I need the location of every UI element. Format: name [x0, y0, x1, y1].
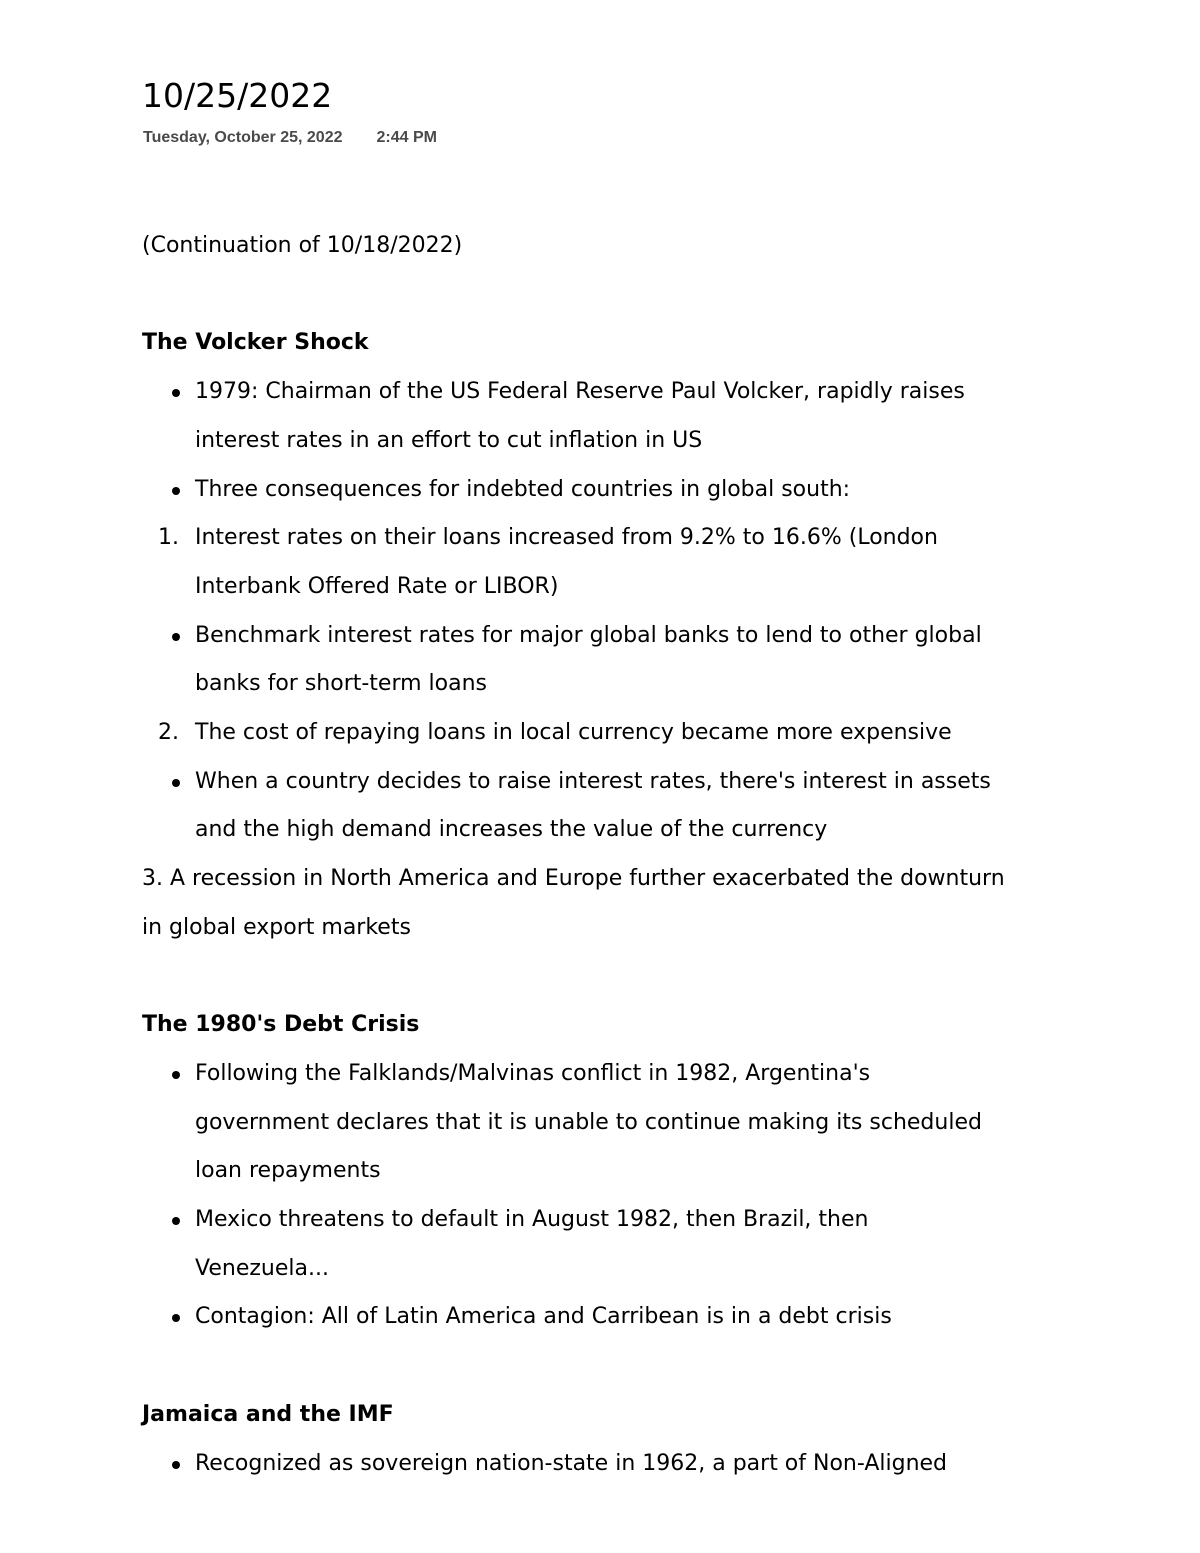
list-item-line: interest rates in an effort to cut inflation in US [195, 427, 703, 453]
list-item-line: Interbank Offered Rate or LIBOR) [195, 573, 559, 599]
list-item-line: Venezuela... [195, 1255, 329, 1281]
list-item [142, 368, 1072, 465]
intro-text: (Continuation of 10/18/2022) [142, 233, 463, 258]
paragraph-line: 3. A recession in North America and Europe further exacerbated the downturn [142, 866, 1005, 892]
list-item-line: The cost of repaying loans in local currency became more expensive [195, 720, 952, 746]
list-item-line: Recognized as sovereign nation-state in 1962, a part of Non-Aligned [195, 1450, 948, 1476]
list-item-line: banks for short-term loans [195, 671, 488, 697]
list-item-line: Contagion: All of Latin America and Carribean is in a debt crisis [195, 1304, 892, 1330]
list-item-line: Three consequences for indebted countries in global south: [195, 476, 851, 502]
note-body [142, 222, 1072, 1488]
page-title: 10/25/2022 [142, 76, 333, 115]
list-item-line: Mexico threatens to default in August 1982, then Brazil, then [195, 1207, 869, 1233]
list-item-line: and the high demand increases the value of the currency [195, 817, 828, 843]
list-item-line: Interest rates on their loans increased from 9.2% to 16.6% (London [195, 525, 938, 551]
list-item [142, 1050, 1072, 1196]
list-number: 1. [158, 525, 179, 551]
note-date: Tuesday, October 25, 2022 [143, 129, 343, 146]
section-heading-volcker-shock: The Volcker Shock [142, 330, 369, 356]
list-item-line: loan repayments [195, 1158, 381, 1184]
list-item-line: Following the Falklands/Malvinas conflict in 1982, Argentina's [195, 1060, 871, 1086]
list-item [142, 758, 1072, 855]
paragraph-line: in global export markets [142, 914, 411, 940]
list-item [142, 1293, 1072, 1342]
section-heading-debt-crisis: The 1980's Debt Crisis [142, 1012, 420, 1038]
numbered-item [142, 709, 1072, 758]
note-timestamp [143, 127, 437, 149]
list-item-line: Benchmark interest rates for major global banks to lend to other global [195, 622, 982, 648]
numbered-item [142, 514, 1072, 611]
list-item-line: 1979: Chairman of the US Federal Reserve Paul Volcker, rapidly raises [195, 379, 965, 405]
section-heading-jamaica-imf: Jamaica and the IMF [142, 1401, 394, 1427]
list-item-line: government declares that it is unable to continue making its scheduled [195, 1109, 982, 1135]
list-item-line: When a country decides to raise interest rates, there's interest in assets [195, 768, 991, 794]
list-item [142, 466, 1072, 515]
note-time: 2:44 PM [376, 129, 437, 146]
list-number: 2. [158, 720, 179, 746]
list-item [142, 1440, 1072, 1489]
list-item [142, 612, 1072, 709]
list-item [142, 1196, 1072, 1293]
